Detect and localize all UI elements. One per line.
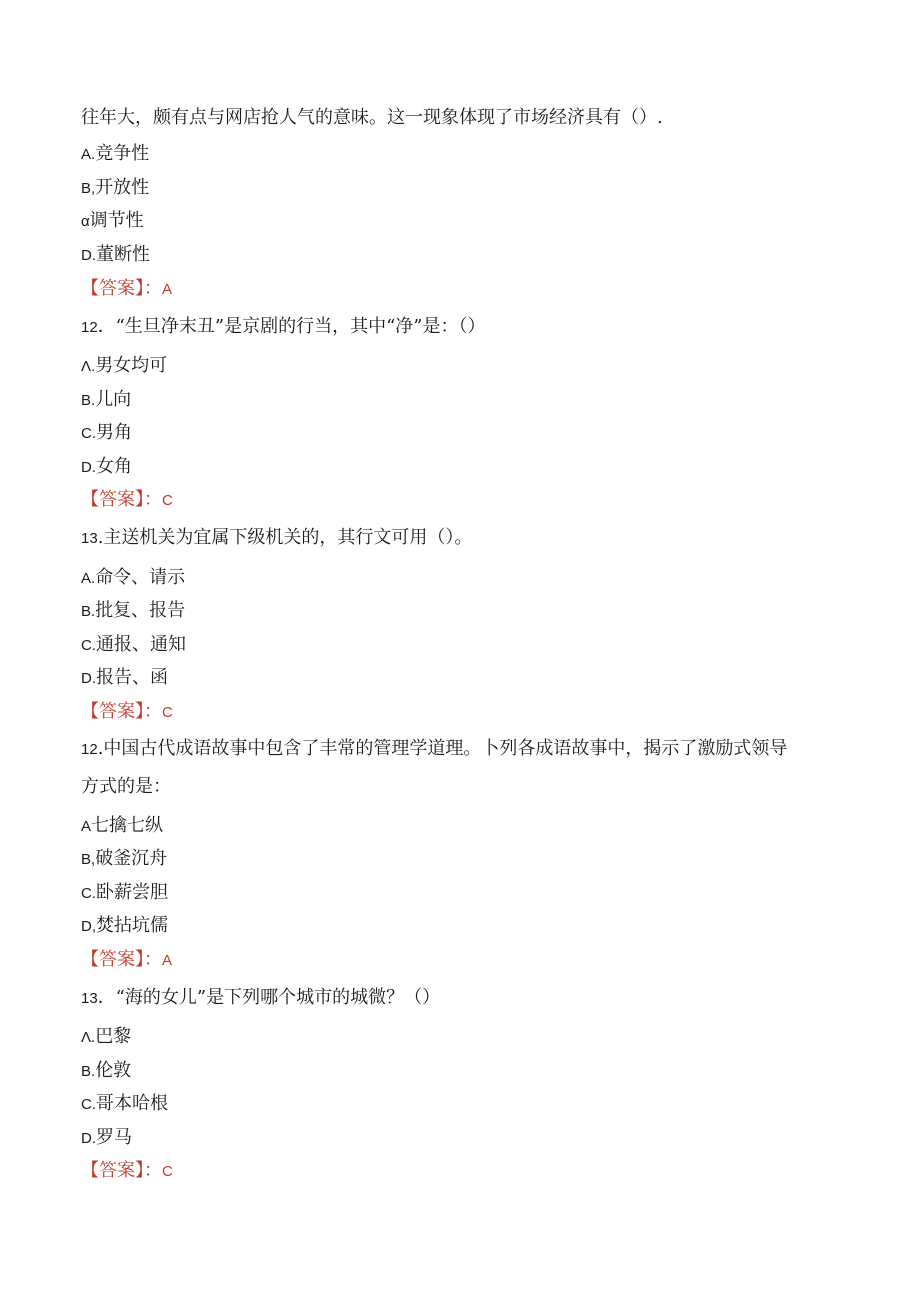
option-a bbox=[81, 355, 167, 378]
option-b bbox=[81, 177, 149, 200]
answer-value: C bbox=[162, 1163, 173, 1180]
question-text: ．“海的女儿”是下列哪个城市的城微？（） bbox=[97, 987, 441, 1008]
option-text: 报告、函 bbox=[96, 667, 168, 688]
answer-prefix: 【答案】： bbox=[81, 701, 162, 722]
option-label: D. bbox=[81, 670, 96, 687]
option-label: A. bbox=[81, 570, 96, 587]
option-label: C. bbox=[81, 637, 96, 654]
question-text: .主送机关为宜属下级机关的，其行文可用（）。 bbox=[97, 527, 473, 548]
answer-value: C bbox=[162, 704, 173, 721]
option-d bbox=[81, 244, 150, 267]
answer-value: A bbox=[162, 952, 173, 969]
option-text: 开放性 bbox=[95, 177, 150, 198]
option-a bbox=[81, 143, 149, 166]
option-label: B, bbox=[81, 180, 96, 197]
option-b bbox=[81, 600, 185, 623]
option-text: 批复、报告 bbox=[95, 600, 186, 621]
option-b bbox=[81, 848, 167, 871]
option-text: 焚拈坑儒 bbox=[96, 915, 168, 936]
question-text: ．“生旦净末丑”是京剧的行当，其中“净”是：（） bbox=[97, 316, 486, 337]
option-label: C. bbox=[81, 885, 96, 902]
option-b bbox=[81, 389, 131, 412]
answer-line bbox=[81, 278, 172, 301]
option-text: 男角 bbox=[96, 422, 132, 443]
option-d bbox=[81, 915, 168, 938]
question-text-line: 方式的是： bbox=[81, 776, 171, 797]
option-text: 董断性 bbox=[96, 244, 150, 265]
option-d bbox=[81, 456, 132, 479]
answer-prefix: 【答案】： bbox=[81, 1160, 162, 1181]
answer-prefix: 【答案】： bbox=[81, 278, 162, 299]
option-label: B, bbox=[81, 851, 96, 868]
option-text: 巴黎 bbox=[95, 1026, 132, 1047]
option-text: 七擒七纵 bbox=[91, 815, 164, 836]
option-c bbox=[81, 882, 168, 905]
question-line bbox=[81, 987, 440, 1010]
question-text: .中国古代成语故事中包含了丰常的管理学道理。卜列各成语故事中，揭示了激励式领导 bbox=[97, 738, 788, 759]
option-label: C. bbox=[81, 425, 96, 442]
option-label: B. bbox=[81, 1063, 96, 1080]
question-number: 13 bbox=[81, 530, 98, 547]
option-text: 男女均可 bbox=[95, 355, 168, 376]
option-a bbox=[81, 1026, 131, 1049]
answer-line bbox=[81, 949, 172, 972]
question-number: 12 bbox=[81, 319, 98, 336]
question-number: 12 bbox=[81, 741, 98, 758]
answer-line bbox=[81, 489, 173, 512]
option-label: A bbox=[81, 818, 92, 835]
option-text: 女角 bbox=[96, 456, 132, 477]
option-text: 调节性 bbox=[89, 210, 144, 231]
option-a bbox=[81, 567, 185, 590]
question-line bbox=[81, 316, 486, 339]
answer-prefix: 【答案】： bbox=[81, 949, 162, 970]
option-label: Λ. bbox=[81, 1029, 96, 1046]
answer-value: A bbox=[162, 281, 173, 298]
option-label: D. bbox=[81, 459, 96, 476]
question-line bbox=[81, 738, 787, 761]
answer-line bbox=[81, 701, 173, 724]
option-text: 破釜沉舟 bbox=[95, 848, 168, 869]
option-text: 哥本哈根 bbox=[96, 1093, 168, 1114]
answer-value: C bbox=[162, 492, 173, 509]
option-label: D, bbox=[81, 918, 96, 935]
question-text-line: 往年大，颇有点与网店抢人气的意味。这一现象体现了市场经济具有（）. bbox=[81, 107, 663, 128]
option-label: A. bbox=[81, 146, 96, 163]
option-c bbox=[81, 1093, 168, 1116]
option-text: 伦敦 bbox=[95, 1060, 132, 1081]
answer-prefix: 【答案】： bbox=[81, 489, 162, 510]
option-label: D. bbox=[81, 247, 96, 264]
option-label: Λ. bbox=[81, 358, 96, 375]
option-d bbox=[81, 667, 168, 690]
option-c bbox=[81, 634, 186, 657]
option-d bbox=[81, 1127, 132, 1150]
option-text: 卧薪尝胆 bbox=[96, 882, 168, 903]
option-text: 通报、通知 bbox=[96, 634, 186, 655]
option-b bbox=[81, 1060, 131, 1083]
question-number: 13 bbox=[81, 990, 98, 1007]
option-label: B. bbox=[81, 603, 96, 620]
option-label: α bbox=[81, 213, 90, 230]
option-label: D. bbox=[81, 1130, 96, 1147]
question-line bbox=[81, 527, 472, 550]
option-label: C. bbox=[81, 1096, 96, 1113]
option-label: B. bbox=[81, 392, 96, 409]
option-a bbox=[81, 815, 163, 838]
option-c bbox=[81, 422, 132, 445]
option-text: 竞争性 bbox=[95, 143, 150, 164]
option-text: 命令、请示 bbox=[95, 567, 186, 588]
option-text: 儿向 bbox=[95, 389, 132, 410]
answer-line bbox=[81, 1160, 173, 1183]
option-c bbox=[81, 210, 144, 233]
option-text: 罗马 bbox=[96, 1127, 132, 1148]
